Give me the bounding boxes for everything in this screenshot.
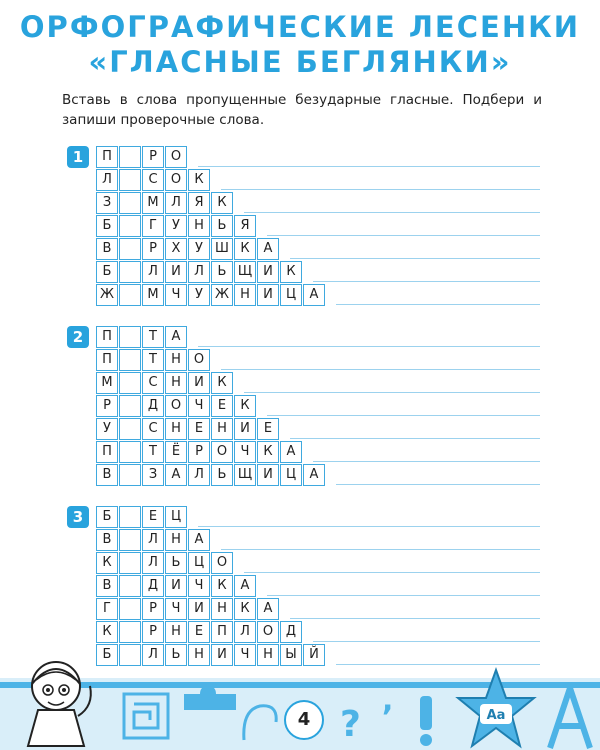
- letter-cell: Ц: [188, 552, 210, 574]
- letter-cell: Е: [142, 506, 164, 528]
- letter-cell: Щ: [234, 464, 256, 486]
- check-word-line[interactable]: [198, 526, 540, 527]
- check-word-line[interactable]: [336, 664, 540, 665]
- missing-vowel-cell[interactable]: [119, 464, 141, 486]
- letter-cell: В: [96, 464, 118, 486]
- letter-cell: А: [165, 326, 187, 348]
- letter-cell: Ш: [211, 238, 233, 260]
- letter-cell: Р: [142, 621, 164, 643]
- check-word-line[interactable]: [267, 235, 540, 236]
- missing-vowel-cell[interactable]: [119, 326, 141, 348]
- letter-cell: У: [188, 284, 210, 306]
- check-word-line[interactable]: [313, 641, 540, 642]
- exclamation-mark-icon: [406, 692, 446, 748]
- star-aa-icon: [454, 666, 538, 750]
- letter-cell: К: [96, 621, 118, 643]
- letter-cell: Ь: [211, 464, 233, 486]
- letter-cell: П: [211, 621, 233, 643]
- letter-cell: Л: [142, 529, 164, 551]
- missing-vowel-cell[interactable]: [119, 552, 141, 574]
- letter-cell: Н: [257, 644, 279, 666]
- letter-cell: О: [211, 552, 233, 574]
- letter-cell: Л: [188, 261, 210, 283]
- check-word-line[interactable]: [267, 595, 540, 596]
- exercise-number-badge: 3: [67, 506, 89, 528]
- letter-cell: Е: [188, 621, 210, 643]
- letter-cell: П: [96, 441, 118, 463]
- letter-cell: Я: [188, 192, 210, 214]
- letter-cell: Д: [142, 575, 164, 597]
- letter-cell: Г: [96, 598, 118, 620]
- letter-cell: Ь: [165, 644, 187, 666]
- svg-text:,: ,: [382, 686, 394, 716]
- missing-vowel-cell[interactable]: [119, 621, 141, 643]
- letter-cell: У: [96, 418, 118, 440]
- page-title-line1: ОРФОГРАФИЧЕСКИЕ ЛЕСЕНКИ: [19, 10, 581, 44]
- letter-cell: О: [257, 621, 279, 643]
- missing-vowel-cell[interactable]: [119, 169, 141, 191]
- check-word-line[interactable]: [221, 369, 540, 370]
- letter-cell: И: [257, 284, 279, 306]
- missing-vowel-cell[interactable]: [119, 192, 141, 214]
- letter-cell: Р: [188, 441, 210, 463]
- letter-cell: Ь: [211, 261, 233, 283]
- missing-vowel-cell[interactable]: [119, 261, 141, 283]
- missing-vowel-cell[interactable]: [119, 441, 141, 463]
- letter-cell: П: [96, 326, 118, 348]
- letter-cell: Г: [142, 215, 164, 237]
- check-word-line[interactable]: [221, 549, 540, 550]
- star-text: Aa: [486, 708, 506, 723]
- missing-vowel-cell[interactable]: [119, 418, 141, 440]
- letter-cell: Ё: [165, 441, 187, 463]
- letter-cell: А: [257, 238, 279, 260]
- letter-cell: Н: [188, 644, 210, 666]
- letter-cell: Л: [142, 261, 164, 283]
- check-word-line[interactable]: [290, 258, 540, 259]
- missing-vowel-cell[interactable]: [119, 506, 141, 528]
- missing-vowel-cell[interactable]: [119, 598, 141, 620]
- letter-cell: Х: [165, 238, 187, 260]
- letter-cell: Ч: [234, 644, 256, 666]
- letter-cell: Н: [165, 372, 187, 394]
- letter-cell: О: [165, 395, 187, 417]
- letter-cell: К: [96, 552, 118, 574]
- letter-cell: У: [165, 215, 187, 237]
- letter-cell: Л: [188, 464, 210, 486]
- letter-cell: И: [257, 261, 279, 283]
- check-word-line[interactable]: [313, 461, 540, 462]
- letter-cell: А: [234, 575, 256, 597]
- letter-cell: Е: [257, 418, 279, 440]
- letter-cell: И: [165, 575, 187, 597]
- letter-cell: К: [211, 372, 233, 394]
- letter-cell: Н: [234, 284, 256, 306]
- letter-cell: Ь: [211, 215, 233, 237]
- letter-cell: Б: [96, 261, 118, 283]
- check-word-line[interactable]: [198, 166, 540, 167]
- check-word-line[interactable]: [336, 484, 540, 485]
- letter-cell: Л: [234, 621, 256, 643]
- missing-vowel-cell[interactable]: [119, 284, 141, 306]
- exercise-number-badge: 2: [67, 326, 89, 348]
- letter-cell: Ч: [188, 395, 210, 417]
- letter-cell: К: [211, 575, 233, 597]
- letter-cell: Д: [280, 621, 302, 643]
- page-number: 4: [284, 700, 324, 740]
- letter-cell: Н: [165, 621, 187, 643]
- letter-cell: Ж: [96, 284, 118, 306]
- letter-a-icon: [540, 682, 600, 750]
- letter-cell: С: [142, 418, 164, 440]
- letter-cell: М: [96, 372, 118, 394]
- check-word-line[interactable]: [221, 189, 540, 190]
- missing-vowel-cell[interactable]: [119, 349, 141, 371]
- letter-cell: П: [96, 349, 118, 371]
- letter-cell: А: [188, 529, 210, 551]
- maze-icon: [120, 690, 172, 742]
- letter-cell: Р: [142, 598, 164, 620]
- letter-cell: Ц: [280, 464, 302, 486]
- letter-cell: Л: [142, 644, 164, 666]
- letter-cell: И: [257, 464, 279, 486]
- letter-cell: Ж: [211, 284, 233, 306]
- letter-cell: О: [211, 441, 233, 463]
- letter-cell: В: [96, 575, 118, 597]
- missing-vowel-cell[interactable]: [119, 146, 141, 168]
- letter-cell: Б: [96, 644, 118, 666]
- letter-cell: Ч: [165, 284, 187, 306]
- check-word-line[interactable]: [290, 438, 540, 439]
- letter-cell: Н: [165, 349, 187, 371]
- letter-cell: А: [303, 284, 325, 306]
- letter-cell: Ц: [280, 284, 302, 306]
- letter-cell: Н: [211, 418, 233, 440]
- letter-cell: К: [280, 261, 302, 283]
- letter-cell: О: [165, 169, 187, 191]
- letter-cell: З: [142, 464, 164, 486]
- letter-cell: И: [234, 418, 256, 440]
- letter-cell: К: [234, 395, 256, 417]
- missing-vowel-cell[interactable]: [119, 575, 141, 597]
- letter-cell: У: [188, 238, 210, 260]
- letter-cell: Р: [96, 395, 118, 417]
- letter-cell: О: [165, 146, 187, 168]
- missing-vowel-cell[interactable]: [119, 529, 141, 551]
- puzzle-piece-icon: [180, 684, 240, 714]
- missing-vowel-cell[interactable]: [119, 238, 141, 260]
- check-word-line[interactable]: [290, 618, 540, 619]
- check-word-line[interactable]: [336, 304, 540, 305]
- page-title-line2: «ГЛАСНЫЕ БЕГЛЯНКИ»: [88, 45, 512, 79]
- check-word-line[interactable]: [198, 346, 540, 347]
- letter-cell: Т: [142, 326, 164, 348]
- check-word-line[interactable]: [267, 415, 540, 416]
- letter-cell: Щ: [234, 261, 256, 283]
- letter-cell: К: [234, 598, 256, 620]
- letter-cell: Н: [165, 529, 187, 551]
- letter-cell: Е: [211, 395, 233, 417]
- missing-vowel-cell[interactable]: [119, 215, 141, 237]
- letter-cell: Т: [142, 349, 164, 371]
- missing-vowel-cell[interactable]: [119, 644, 141, 666]
- letter-cell: Д: [142, 395, 164, 417]
- letter-cell: К: [188, 169, 210, 191]
- letter-cell: М: [142, 284, 164, 306]
- letter-cell: Ч: [165, 598, 187, 620]
- letter-cell: Н: [165, 418, 187, 440]
- letter-cell: А: [257, 598, 279, 620]
- letter-cell: Л: [165, 192, 187, 214]
- letter-cell: Ц: [165, 506, 187, 528]
- letter-cell: С: [142, 169, 164, 191]
- letter-cell: А: [165, 464, 187, 486]
- svg-text:?: ?: [340, 704, 361, 744]
- letter-cell: Ч: [188, 575, 210, 597]
- letter-cell: Р: [142, 146, 164, 168]
- letter-cell: С: [142, 372, 164, 394]
- letter-cell: З: [96, 192, 118, 214]
- letter-cell: Н: [211, 598, 233, 620]
- question-mark-icon: [330, 700, 370, 744]
- letter-cell: Ч: [234, 441, 256, 463]
- letter-cell: В: [96, 529, 118, 551]
- letter-cell: В: [96, 238, 118, 260]
- letter-cell: Е: [188, 418, 210, 440]
- letter-cell: Л: [96, 169, 118, 191]
- letter-cell: Л: [142, 552, 164, 574]
- letter-cell: Р: [142, 238, 164, 260]
- letter-cell: Й: [303, 644, 325, 666]
- check-word-line[interactable]: [244, 212, 540, 213]
- letter-cell: И: [211, 644, 233, 666]
- letter-cell: Н: [188, 215, 210, 237]
- doodle-icon: [240, 700, 280, 744]
- letter-cell: К: [257, 441, 279, 463]
- exercise-number-badge: 1: [67, 146, 89, 168]
- instruction-text: Вставь в слова пропущенные безударные гласные. Подбери и запиши проверочные слова.: [62, 92, 542, 128]
- letter-cell: П: [96, 146, 118, 168]
- letter-cell: И: [188, 372, 210, 394]
- raccoon-mascot-icon: [18, 646, 96, 750]
- letter-cell: Ы: [280, 644, 302, 666]
- letter-cell: К: [211, 192, 233, 214]
- letter-cell: А: [303, 464, 325, 486]
- check-word-line[interactable]: [244, 572, 540, 573]
- check-word-line[interactable]: [313, 281, 540, 282]
- letter-cell: Ь: [165, 552, 187, 574]
- letter-cell: О: [188, 349, 210, 371]
- check-word-line[interactable]: [244, 392, 540, 393]
- letter-cell: Я: [234, 215, 256, 237]
- comma-icon: [376, 686, 406, 716]
- letter-cell: Т: [142, 441, 164, 463]
- letter-cell: И: [188, 598, 210, 620]
- missing-vowel-cell[interactable]: [119, 395, 141, 417]
- missing-vowel-cell[interactable]: [119, 372, 141, 394]
- letter-cell: Б: [96, 506, 118, 528]
- letter-cell: А: [280, 441, 302, 463]
- letter-cell: И: [165, 261, 187, 283]
- letter-cell: К: [234, 238, 256, 260]
- letter-cell: М: [142, 192, 164, 214]
- letter-cell: Б: [96, 215, 118, 237]
